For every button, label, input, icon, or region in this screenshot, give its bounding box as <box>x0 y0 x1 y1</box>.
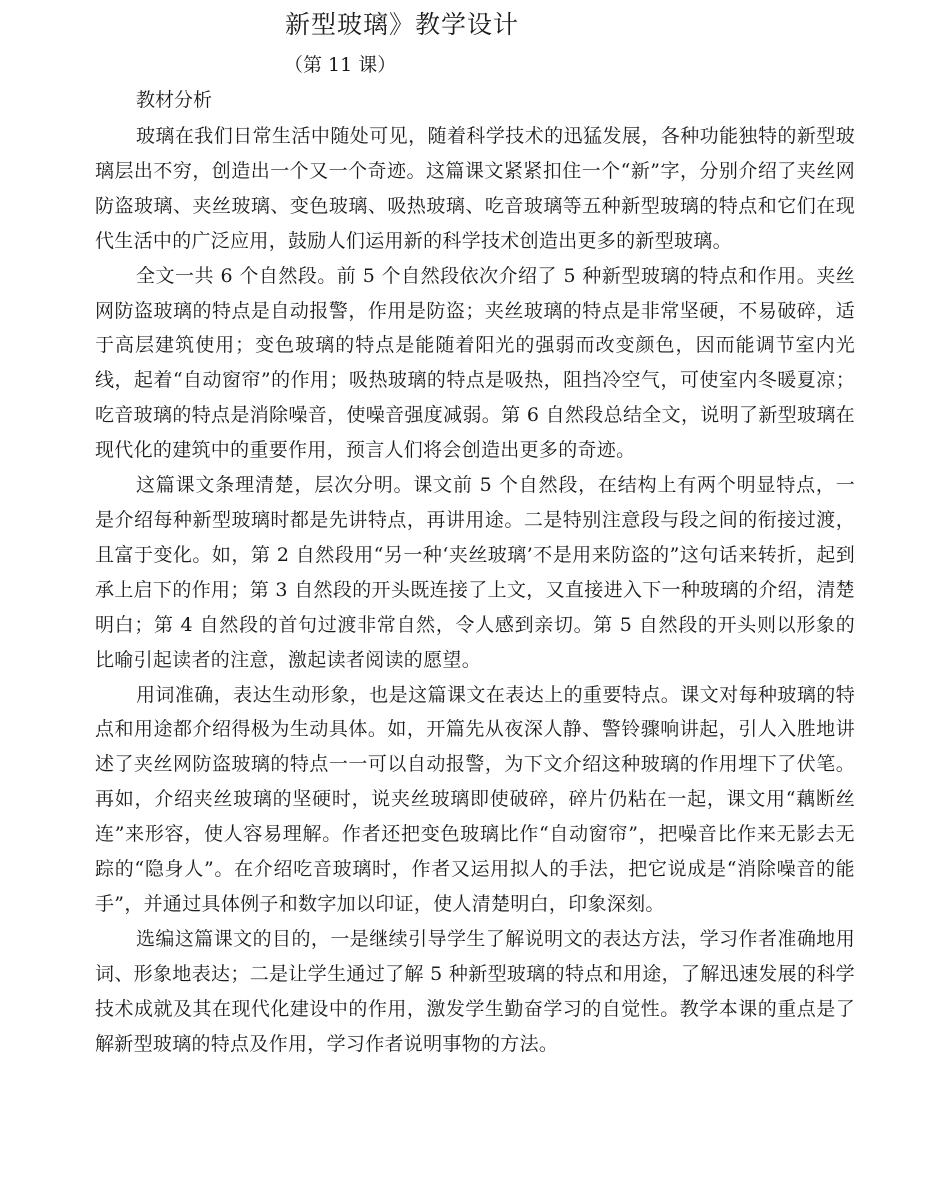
paragraph-structure: 全文一共 6 个自然段。前 5 个自然段依次介绍了 5 种新型玻璃的特点和作用。夹丝网防盗玻璃的特点是自动报警，作用是防盗；夹丝玻璃的特点是非常坚硬，不易破碎，适于高层建筑使用；变色玻璃的特点是能随着阳光的强弱而改变颜色，因而能调节室内光线，起着“自动窗帘”的作用；吸热玻璃的特点是吸热，阻挡冷空气，可使室内冬暖夏凉；吃音玻璃的特点是消除噪音，使噪音强度减弱。第 6 自然段总结全文，说明了新型玻璃在现代化的建筑中的重要作用，预言人们将会创造出更多的奇迹。 <box>95 264 855 462</box>
document-title: 新型玻璃》教学设计 <box>285 10 520 39</box>
lesson-number: （第 11 课） <box>284 54 397 76</box>
paragraph-purpose: 选编这篇课文的目的，一是继续引导学生了解说明文的表达方法，学习作者准确地用词、形象地表达；二是让学生通过了解 5 种新型玻璃的特点和用途，了解迅速发展的科学技术成就及其在现代化建设中的作用，激发学生勤奋学习的自觉性。教学本课的重点是了解新型玻璃的特点及作用，学习作者说明事物的方法。 <box>95 927 855 1055</box>
paragraph-intro: 玻璃在我们日常生活中随处可见，随着科学技术的迅猛发展，各种功能独特的新型玻璃层出不穷，创造出一个又一个奇迹。这篇课文紧紧扣住一个“新”字，分别介绍了夹丝网防盗玻璃、夹丝玻璃、变色玻璃、吸热玻璃、吃音玻璃等五种新型玻璃的特点和它们在现代生活中的广泛应用，鼓励人们运用新的科学技术创造出更多的新型玻璃。 <box>95 125 855 252</box>
paragraph-language: 用词准确，表达生动形象，也是这篇课文在表达上的重要特点。课文对每种玻璃的特点和用途都介绍得极为生动具体。如，开篇先从夜深人静、警铃骤响讲起，引人入胜地讲述了夹丝网防盗玻璃的特点一一可以自动报警，为下文介绍这种玻璃的作用埋下了伏笔。再如，介绍夹丝玻璃的坚硬时，说夹丝玻璃即使破碎，碎片仍粘在一起，课文用“藕断丝连”来形容，使人容易理解。作者还把变色玻璃比作“自动窗帘”，把噪音比作来无影去无踪的“隐身人”。在介绍吃音玻璃时，作者又运用拟人的手法，把它说成是“消除噪音的能手”，并通过具体例子和数字加以印证，使人清楚明白，印象深刻。 <box>95 683 855 915</box>
paragraph-organization: 这篇课文条理清楚，层次分明。课文前 5 个自然段，在结构上有两个明显特点，一是介绍每种新型玻璃时都是先讲特点，再讲用途。二是特别注意段与段之间的衔接过渡，且富于变化。如，第 2 自然段用“另一种‘夹丝玻璃’不是用来防盗的”这句话来转折，起到承上启下的作用；第 3 自然段的开头既连接了上文，又直接进入下一种玻璃的介绍，清楚明白；第 4 自然段的首句过渡非常自然，令人感到亲切。第 5 自然段的开头则以形象的比喻引起读者的注意，激起读者阅读的愿望。 <box>95 474 855 671</box>
body-text <box>95 119 855 1061</box>
section-heading: 教材分析 <box>136 89 213 111</box>
